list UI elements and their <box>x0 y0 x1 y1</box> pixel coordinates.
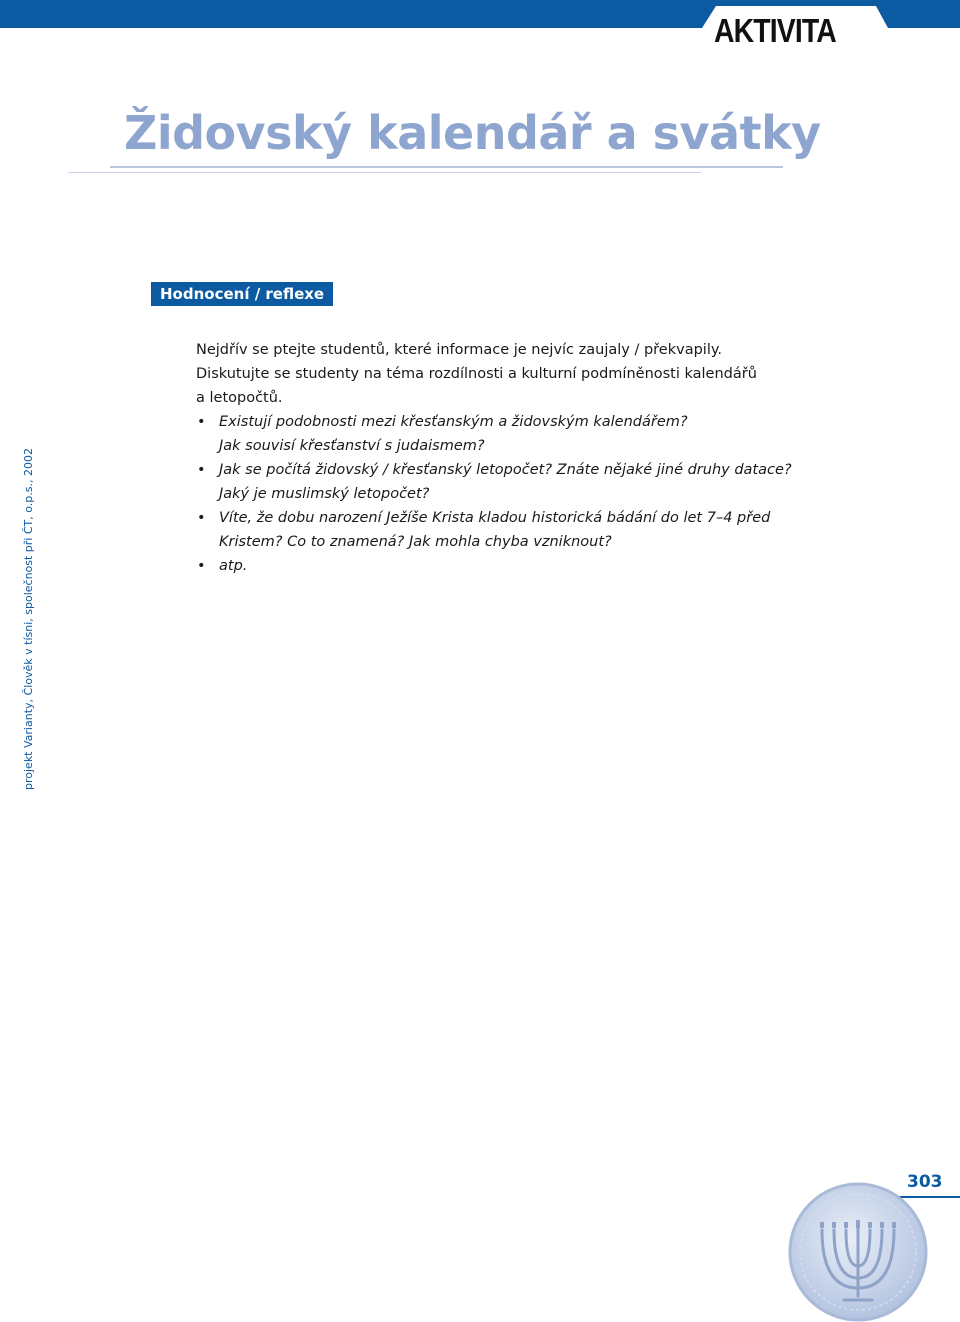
bullet-icon: • <box>197 558 206 574</box>
title-underline <box>110 166 783 168</box>
list-item-line: Jak souvisí křesťanství s judaismem? <box>219 438 485 454</box>
intro-line: a letopočtů. <box>196 390 283 406</box>
menorah-coin-icon <box>786 1178 930 1322</box>
intro-text <box>196 338 796 410</box>
list-item-line: atp. <box>219 558 248 574</box>
main-content <box>196 338 796 578</box>
page-number: 303 <box>907 1172 943 1192</box>
list-item-line: Kristem? Co to znamená? Jak mohla chyba vzniknout? <box>219 534 612 550</box>
side-credit: projekt Varianty, Člověk v tísni, společnost při ČT, o.p.s., 2002 <box>22 448 35 790</box>
activity-label: AKTIVITA <box>714 12 836 49</box>
list-item <box>196 410 796 458</box>
bullet-icon: • <box>197 462 206 478</box>
intro-line: Diskutujte se studenty na téma rozdílnosti a kulturní podmíněnosti kalendářů <box>196 366 757 382</box>
list-item <box>196 554 796 578</box>
bullet-icon: • <box>197 510 206 526</box>
title-underline-secondary <box>68 172 701 173</box>
list-item <box>196 506 796 554</box>
intro-line: Nejdřív se ptejte studentů, které informace je nejvíc zaujaly / překvapily. <box>196 342 722 358</box>
page-title: Židovský kalendář a svátky <box>124 106 821 160</box>
list-item-line: Existují podobnosti mezi křesťanským a židovským kalendářem? <box>219 414 688 430</box>
list-item-line: Víte, že dobu narození Ježíše Krista kladou historická bádání do let 7–4 před <box>219 510 771 526</box>
section-heading: Hodnocení / reflexe <box>151 282 333 306</box>
list-item-line: Jaký je muslimský letopočet? <box>219 486 430 502</box>
list-item <box>196 458 796 506</box>
bullet-icon: • <box>197 414 206 430</box>
list-item-line: Jak se počítá židovský / křesťanský letopočet? Znáte nějaké jiné druhy datace? <box>219 462 792 478</box>
question-list <box>196 410 796 578</box>
